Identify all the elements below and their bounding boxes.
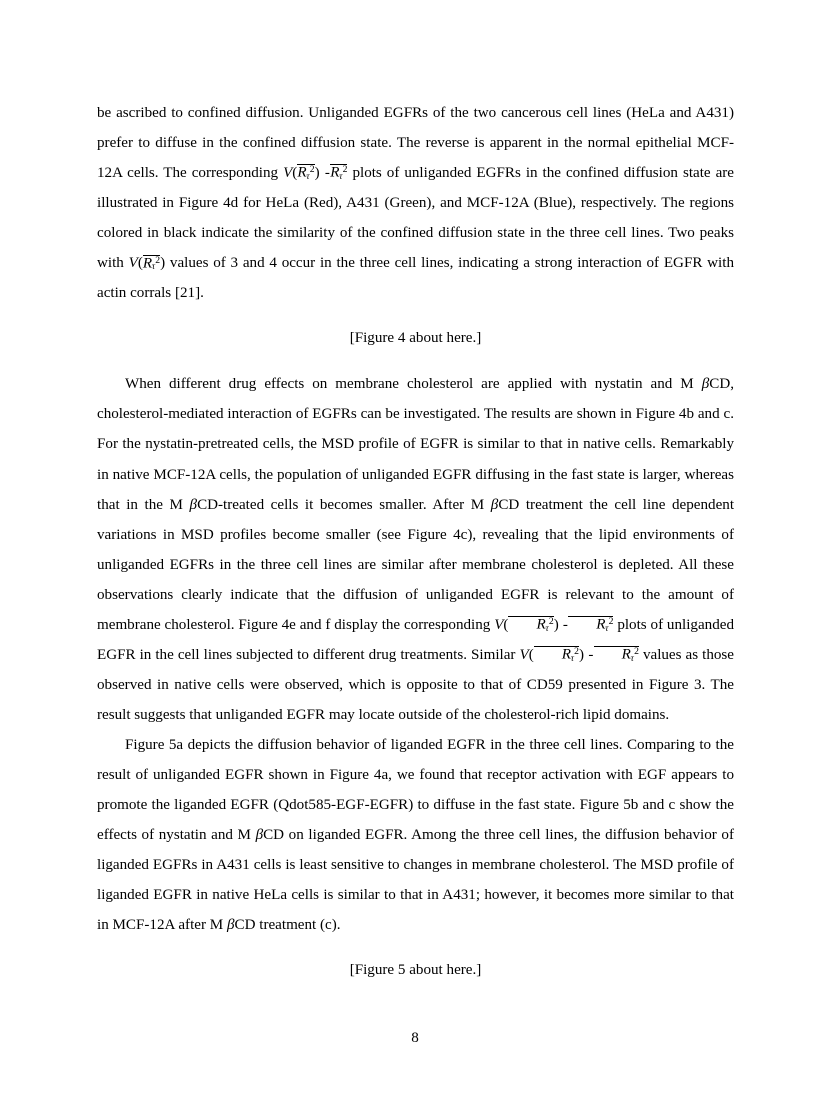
beta-symbol: β bbox=[490, 496, 499, 513]
page-number: 8 bbox=[411, 1030, 419, 1046]
inline-math-V-variance: $V(R_\tau^2)$ bbox=[128, 254, 166, 273]
text-column bbox=[97, 98, 734, 985]
figure-5-placeholder: [Figure 5 about here.] bbox=[349, 962, 482, 979]
spacer bbox=[97, 353, 734, 369]
paragraph-liganded-egfr: Figure 5a depicts the diffusion behavior of liganded EGFR in the three cell lines. Comparing to the result of unliganded EGFR shown in Figure 4a, we found that receptor activation with EGF appears to promote the liganded EGFR (Qdot585-EGF-EGFR) to diffuse in the fast state. Figure 5b and c show the effects of nystatin and M βCD on liganded EGFR. Among the three cell lines, the diffusion behavior of liganded EGFRs in A431 cells is least sensitive to changes in membrane cholesterol. The MSD profile of liganded EGFR in native HeLa cells is similar to that in A431; however, it becomes more similar to that in MCF-12A after M βCD treatment (c). bbox=[97, 736, 734, 934]
paragraph-drug-effects: When different drug effects on membrane cholesterol are applied with nystatin and M βCD, cholesterol-mediated interaction of EGFRs can be investigated. The results are shown in Figure 4b and c. For the nystatin-pretreated cells, the MSD profile of EGFR is similar to that in native cells. Remarkably in native MCF-12A cells, the population of unliganded EGFR diffusing in the fast state is larger, whereas that in the M βCD-treated cells it becomes smaller. After M βCD treatment the cell line dependent variations in MSD profiles become smaller (see Figure 4c), revealing that the lipid environments of unliganded EGFRs in the three cell lines are similar after membrane cholesterol is depleted. All these observations clearly indicate that the diffusion of unliganded EGFR is relevant to the amount of membrane cholesterol. Figure 4e and f display the corresponding V( $R_\tau^2) - R_\tau^2$ plots of unliganded EGFR in the cell lines subjected to different drug treatments. Similar V( $R_\tau^2) - R_\tau^2$ values as those observed in native cells were observed, which is opposite to that of CD59 presented in Figure 3. The result suggests that unliganded EGFR may locate outside of the cholesterol-rich lipid domains. bbox=[97, 376, 735, 723]
paragraph-confined-diffusion: be ascribed to confined diffusion. Unliganded EGFRs of the two cancerous cell lines (HeLa and A431) prefer to diffuse in the confined diffusion state. The reverse is apparent in the normal epithelial MCF-12A cells. The corresponding $V(R_\tau^2)$ $-R_\tau^2$ plots of unliganded EGFRs in the confined diffusion state are illustrated in Figure 4d for HeLa (Red), A431 (Green), and MCF-12A (Blue), respectively. The regions colored in black indicate the similarity of the confined diffusion state in the three cell lines. Two peaks with $V(R_\tau^2)$ values of 3 and 4 occur in the three cell lines, indicating a strong interaction of EGFR with actin corrals [21]. bbox=[97, 105, 735, 302]
inline-math-V-variance-minus-msd: $V(R_\tau^2)$ $-R_\tau^2$ bbox=[283, 164, 348, 183]
inline-math-V-variance-minus-msd: V( $R_\tau^2) - R_\tau^2$ bbox=[494, 616, 614, 634]
figure-4-placeholder: [Figure 4 about here.] bbox=[349, 330, 482, 347]
spacer bbox=[97, 308, 734, 323]
beta-symbol: β bbox=[701, 376, 710, 393]
beta-symbol: β bbox=[226, 917, 235, 934]
beta-symbol: β bbox=[255, 827, 264, 844]
beta-symbol: β bbox=[189, 496, 198, 513]
inline-math-V-variance-minus-msd: V( $R_\tau^2) - R_\tau^2$ bbox=[519, 646, 639, 664]
spacer bbox=[97, 940, 734, 955]
